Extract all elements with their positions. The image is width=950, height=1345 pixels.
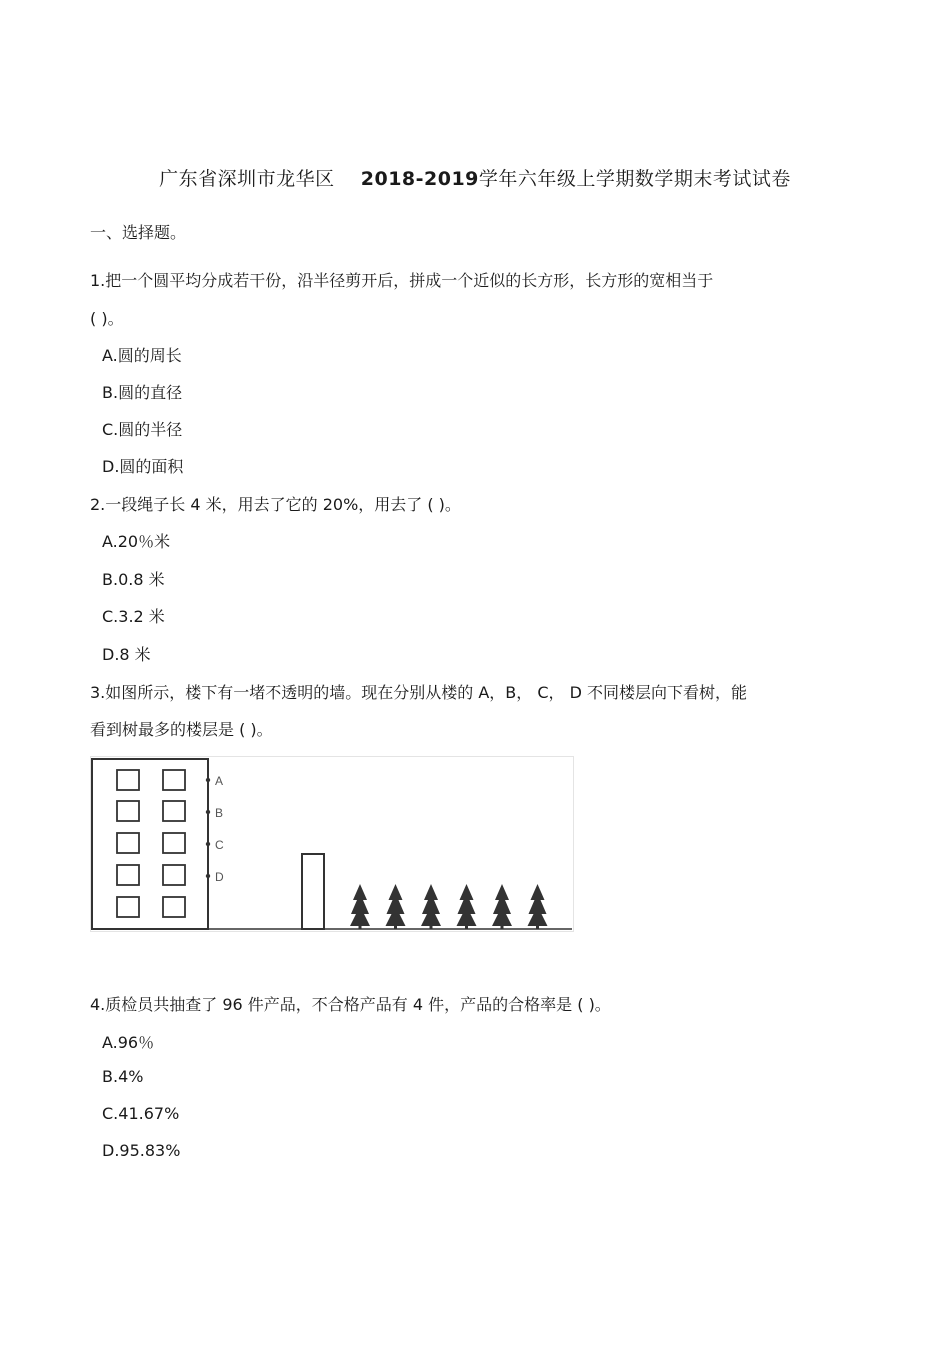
floor-label-c: C <box>215 838 224 852</box>
question-2-option-c: C.3.2 米 <box>102 607 165 626</box>
window <box>163 801 185 821</box>
tree-trunk <box>465 924 468 929</box>
window <box>163 770 185 790</box>
window <box>163 865 185 885</box>
question-4-option-b: B.4% <box>102 1067 144 1086</box>
building <box>92 759 208 929</box>
floor-label-d: D <box>215 870 224 884</box>
title-years: 2018-2019 <box>360 168 479 190</box>
window <box>117 770 139 790</box>
page-title <box>0 164 950 191</box>
tree-trunk <box>359 924 362 929</box>
tree <box>457 884 477 926</box>
tree <box>421 884 441 926</box>
question-1-option-b: B.圆的直径 <box>102 383 183 402</box>
window <box>163 897 185 917</box>
question-4-option-c: C.41.67% <box>102 1104 180 1123</box>
question-2-text: 2.一段绳子长 4 米，用去了它的 20%，用去了 ( )。 <box>90 495 461 514</box>
wall <box>302 854 324 929</box>
question-1-option-a: A.圆的周长 <box>102 346 182 365</box>
question-2-option-d: D.8 米 <box>102 645 151 664</box>
window <box>117 865 139 885</box>
tree-trunk <box>536 924 539 929</box>
question-4-option-a: A.96％ <box>102 1033 155 1052</box>
window <box>117 833 139 853</box>
window <box>117 897 139 917</box>
question-4-option-d: D.95.83% <box>102 1141 181 1160</box>
floor-point-a <box>206 778 210 782</box>
question-3-text: 3.如图所示，楼下有一堵不透明的墙。现在分别从楼的 A，B， C， D 不同楼层向下看树，能 <box>90 683 748 702</box>
tree <box>528 884 548 926</box>
question-1-text: 1.把一个圆平均分成若干份，沿半径剪开后，拼成一个近似的长方形，长方形的宽相当于 <box>90 271 714 290</box>
floor-point-d <box>206 874 210 878</box>
title-suffix: 学年六年级上学期数学期末考试试卷 <box>478 168 791 190</box>
figure-svg <box>90 756 574 932</box>
floor-label-a: A <box>215 774 224 788</box>
window <box>117 801 139 821</box>
section-heading: 一、选择题。 <box>90 223 187 242</box>
tree <box>350 884 370 926</box>
floor-point-c <box>206 842 210 846</box>
tree-trunk <box>394 924 397 929</box>
question-1-blank: ( )。 <box>90 309 124 328</box>
building-windows <box>117 770 185 917</box>
question-2-option-b: B.0.8 米 <box>102 570 165 589</box>
tree <box>492 884 512 926</box>
tree <box>386 884 406 926</box>
question-2-option-a: A.20％米 <box>102 532 171 551</box>
question-1-option-d: D.圆的面积 <box>102 457 184 476</box>
question-4-text: 4.质检员共抽查了 96 件产品，不合格产品有 4 件，产品的合格率是 ( )。 <box>90 995 611 1014</box>
window <box>163 833 185 853</box>
trees <box>350 884 548 929</box>
building-wall-trees-figure <box>90 756 574 932</box>
tree-trunk <box>501 924 504 929</box>
question-1-option-c: C.圆的半径 <box>102 420 183 439</box>
floor-point-b <box>206 810 210 814</box>
question-3-blank: 看到树最多的楼层是 ( )。 <box>90 720 273 739</box>
title-prefix: 广东省深圳市龙华区 <box>159 168 335 190</box>
tree-trunk <box>430 924 433 929</box>
floor-label-b: B <box>215 806 224 820</box>
floor-labels <box>215 774 224 884</box>
